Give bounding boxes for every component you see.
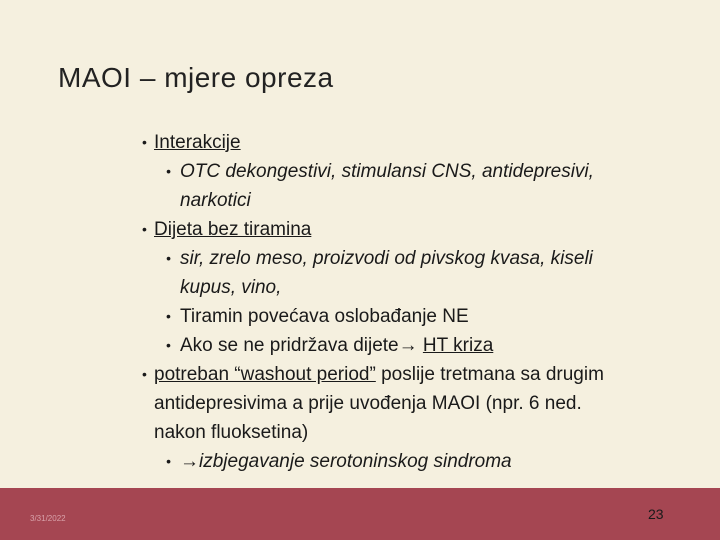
bullet-dot: •	[142, 366, 147, 382]
bullet-dot: •	[166, 453, 171, 469]
bullet-text: Ako se ne pridržava dijete	[180, 335, 399, 356]
bullet-text: sir, zrelo meso, proizvodi od pivskog kvasa, kiseli	[180, 248, 593, 269]
bullet-text: antidepresivima a prije uvođenja MAOI (npr. 6 ned.	[154, 393, 582, 414]
bullet-interakcije	[140, 128, 700, 157]
page-number: 23	[648, 506, 664, 522]
bullet-text: Interakcije	[154, 132, 241, 153]
ht-kriza-link: HT kriza	[422, 335, 494, 356]
bullet-dot: •	[166, 308, 171, 324]
footer-date: 3/31/2022	[30, 514, 66, 523]
sub-bullet-otc	[140, 157, 700, 186]
arrow-right-icon: →	[398, 335, 418, 356]
bullet-washout-cont	[140, 389, 700, 418]
bullet-text: OTC dekongestivi, stimulansi CNS, antidepresivi,	[180, 161, 594, 182]
sub-bullet-sir-cont	[140, 273, 700, 302]
slide-content	[140, 128, 700, 476]
bullet-text: izbjegavanje serotoninskog sindroma	[199, 451, 512, 472]
bullet-washout	[140, 360, 700, 389]
bullet-dot: •	[166, 337, 171, 353]
bullet-text: poslije tretmana sa drugim	[375, 364, 604, 385]
slide-title: MAOI – mjere opreza	[58, 62, 334, 93]
bullet-washout-cont2	[140, 418, 700, 447]
sub-bullet-otc-cont	[140, 186, 700, 215]
bullet-text: Tiramin povećava oslobađanje NE	[180, 306, 469, 327]
sub-bullet-sir	[140, 244, 700, 273]
bullet-dot: •	[166, 250, 171, 266]
sub-bullet-dijete	[140, 331, 700, 360]
bullet-dot: •	[166, 163, 171, 179]
bullet-dot: •	[142, 134, 147, 150]
bullet-text: Dijeta bez tiramina	[154, 219, 312, 240]
bullet-text: nakon fluoksetina)	[154, 422, 309, 443]
sub-bullet-tiramin	[140, 302, 700, 331]
bullet-text-underlined: potreban “washout period”	[154, 364, 376, 385]
sub-bullet-serotonin	[140, 447, 700, 476]
bullet-dijeta	[140, 215, 700, 244]
bullet-text: kupus, vino,	[180, 277, 282, 298]
bullet-dot: •	[142, 221, 147, 237]
arrow-right-icon: →	[180, 451, 199, 472]
bullet-text: narkotici	[180, 190, 251, 211]
footer-band	[0, 488, 720, 540]
